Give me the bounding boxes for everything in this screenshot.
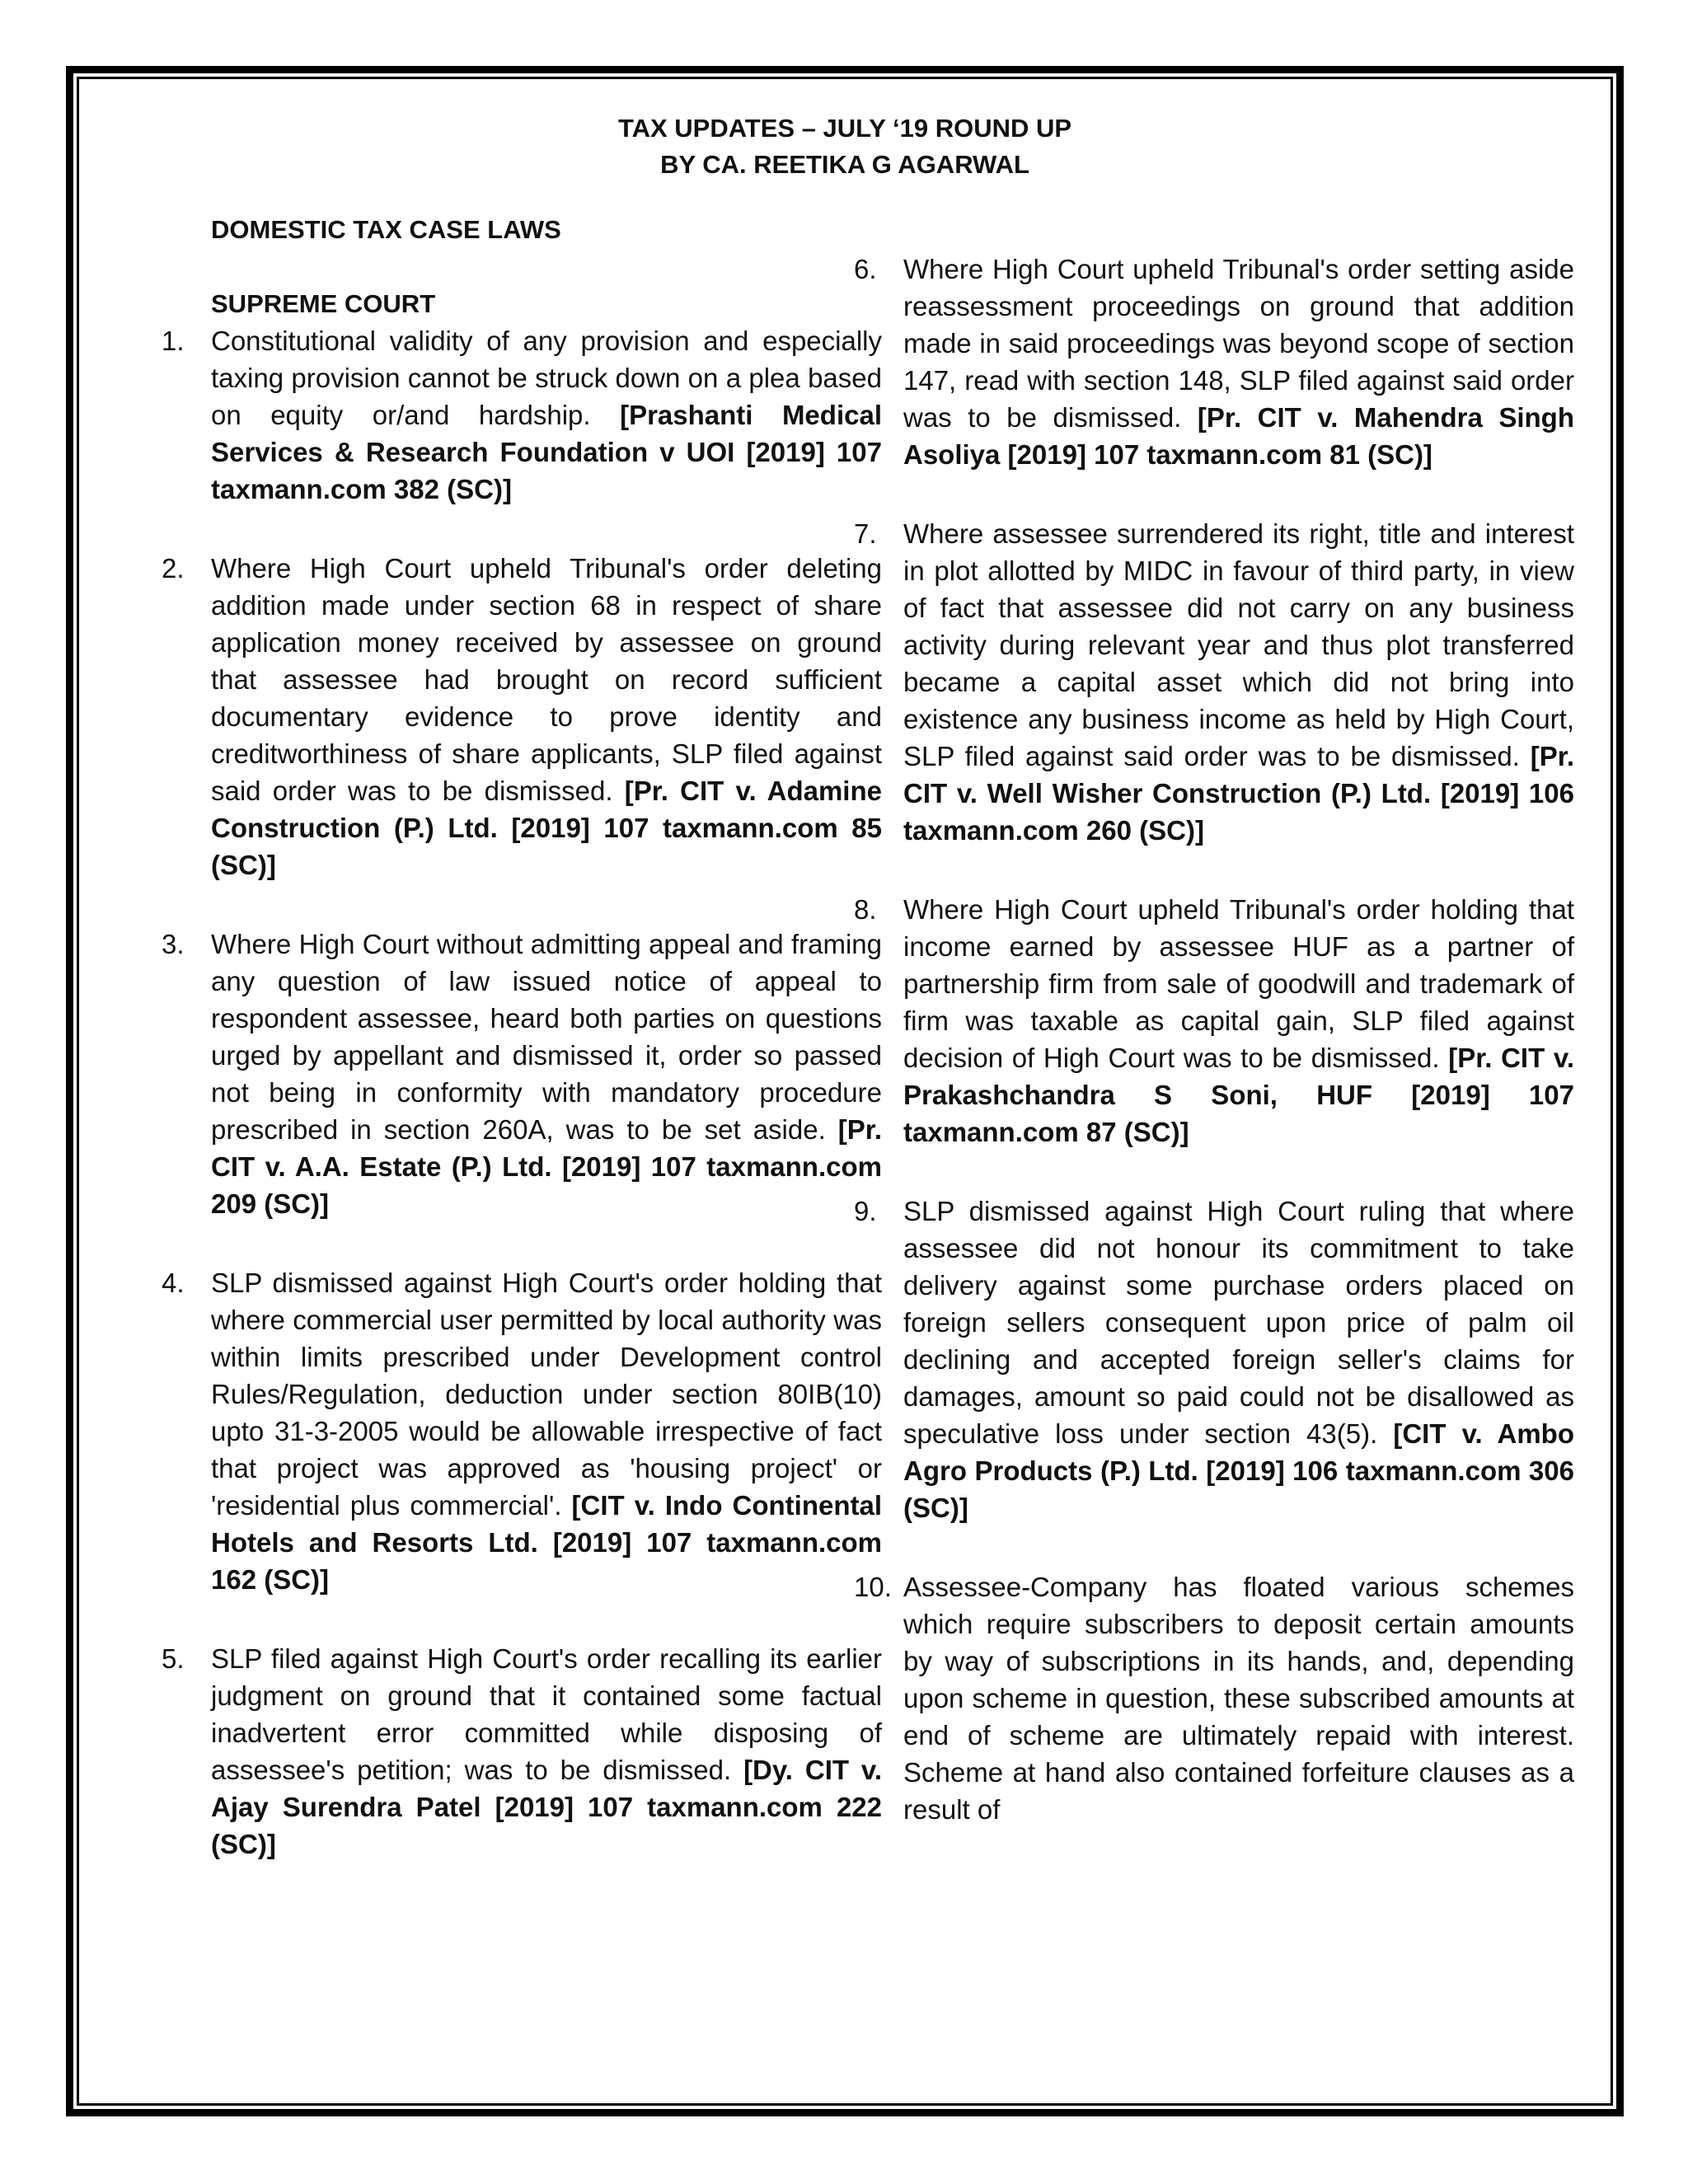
page-title: TAX UPDATES – JULY ‘19 ROUND UP <box>617 114 1072 143</box>
item-text: Where assessee surrendered its right, title and interest in plot allotted by MIDC in favour of third party, in view of fact that assessee did not carry on any business activity during relevant year and thus plot transferred became a capital asset which did not bring into existence any business income as held by High Court, SLP filed against said order was to be dismissed. <box>903 518 1574 771</box>
item-body <box>903 1193 1574 1526</box>
item-citation: [Pr. CIT v. A.A. Estate (P.) Ltd. [2019] 107 taxmann.com 209 (SC)] <box>211 1114 882 1219</box>
item-text: Constitutional validity of any provision and especially taxing provision cannot be struck down on a plea based on equity or/and hardship. <box>211 326 882 430</box>
page-border <box>66 66 1624 2116</box>
item-number: 1. <box>162 326 185 356</box>
item-body <box>211 1264 882 1598</box>
case-item-4 <box>162 1264 882 1598</box>
item-number: 7. <box>854 518 877 549</box>
case-item-3 <box>162 926 882 1222</box>
item-text: SLP dismissed against High Court ruling that where assessee did not honour its commitment to take delivery against some purchase orders placed on foreign sellers consequent upon price of palm oil declining and accepted foreign seller's claims for damages, amount so paid could not be disallowed as speculative loss under section 43(5). <box>903 1196 1574 1449</box>
item-body <box>903 251 1574 473</box>
case-item-10 <box>854 1568 1574 1828</box>
item-body <box>211 1640 882 1863</box>
case-item-9 <box>854 1193 1574 1526</box>
item-text: Where High Court upheld Tribunal's order setting aside reassessment proceedings on ground that addition made in said proceedings was beyond scope of section 147, read with section 148, SLP filed against said order was to be dismissed. <box>903 254 1574 433</box>
case-item-8 <box>854 891 1574 1151</box>
right-column <box>854 251 1574 1870</box>
item-citation: [Pr. CIT v. Prakashchandra S Soni, HUF [2019] 107 taxmann.com 87 (SC)] <box>903 1043 1574 1147</box>
item-text: SLP dismissed against High Court's order holding that where commercial user permitted by local authority was within limits prescribed under Development control Rules/Regulation, deduction under section 80IB(10) upto 31-3-2005 would be allowable irrespective of fact that project was approved as 'housing project' or 'residential plus commercial'. <box>211 1268 882 1521</box>
item-citation: [Pr. CIT v. Adamine Construction (P.) Ltd. [2019] 107 taxmann.com 85 (SC)] <box>211 776 882 880</box>
item-number: 8. <box>854 894 877 925</box>
item-citation: [Dy. CIT v. Ajay Surendra Patel [2019] 107 taxmann.com 222 (SC)] <box>211 1755 883 1859</box>
case-item-7 <box>854 515 1574 849</box>
case-item-1 <box>162 322 882 508</box>
item-citation: [Prashanti Medical Services & Research Foundation v UOI [2019] 107 taxmann.com 382 (SC)] <box>211 400 882 504</box>
section-heading-supreme-court: SUPREME COURT <box>211 289 436 318</box>
item-number: 4. <box>162 1268 185 1298</box>
item-text: SLP filed against High Court's order recalling its earlier judgment on ground that it contained some factual inadvertent error committed while disposing of assessee's petition; was to be dismissed. <box>211 1643 882 1785</box>
item-body <box>903 515 1574 849</box>
item-number: 3. <box>162 929 185 959</box>
page-header <box>79 110 1611 183</box>
item-number: 2. <box>162 553 185 583</box>
left-column <box>162 211 882 1905</box>
item-body <box>211 550 882 883</box>
item-number: 5. <box>162 1643 185 1674</box>
item-citation: [CIT v. Indo Continental Hotels and Resorts Ltd. [2019] 107 taxmann.com 162 (SC)] <box>211 1490 882 1595</box>
item-number: 9. <box>854 1196 877 1226</box>
case-item-2 <box>162 550 882 883</box>
item-number: 10. <box>854 1572 892 1602</box>
item-text: Where High Court without admitting appeal and framing any question of law issued notice of appeal to respondent assessee, heard both parties on questions urged by appellant and dismissed it, order so passed not being in conformity with mandatory procedure prescribed in section 260A, was to be set aside. <box>211 929 882 1145</box>
item-citation: [CIT v. Ambo Agro Products (P.) Ltd. [2019] 106 taxmann.com 306 (SC)] <box>903 1418 1575 1523</box>
item-citation: [Pr. CIT v. Well Wisher Construction (P.) Ltd. [2019] 106 taxmann.com 260 (SC)] <box>903 741 1574 846</box>
item-body <box>903 1568 1574 1828</box>
page-inner-border <box>77 77 1613 2106</box>
case-item-5 <box>162 1640 882 1863</box>
item-text: Assessee-Company has floated various schemes which require subscribers to deposit certain amounts by way of subscriptions in its hands, and, depending upon scheme in question, these subscribed amounts at end of scheme are ultimately repaid with interest. Scheme at hand also contained forfeiture clauses as a result of <box>903 1572 1574 1825</box>
item-citation: [Pr. CIT v. Mahendra Singh Asoliya [2019] 107 taxmann.com 81 (SC)] <box>903 402 1574 470</box>
item-number: 6. <box>854 254 877 284</box>
item-text: Where High Court upheld Tribunal's order holding that income earned by assessee HUF as a partner of partnership firm from sale of goodwill and trademark of firm was taxable as capital gain, SLP filed against decision of High Court was to be dismissed. <box>903 894 1574 1073</box>
section-heading-domestic: DOMESTIC TAX CASE LAWS <box>211 215 561 244</box>
item-body <box>211 926 882 1222</box>
item-body <box>211 322 882 508</box>
item-text: Where High Court upheld Tribunal's order deleting addition made under section 68 in respect of share application money received by assessee on ground that assessee had brought on record sufficient documentary evidence to prove identity and creditworthiness of share applicants, SLP filed against said order was to be dismissed. <box>211 553 882 806</box>
item-body <box>903 891 1574 1151</box>
author-line: BY CA. REETIKA G AGARWAL <box>660 150 1029 179</box>
case-item-6 <box>854 251 1574 473</box>
